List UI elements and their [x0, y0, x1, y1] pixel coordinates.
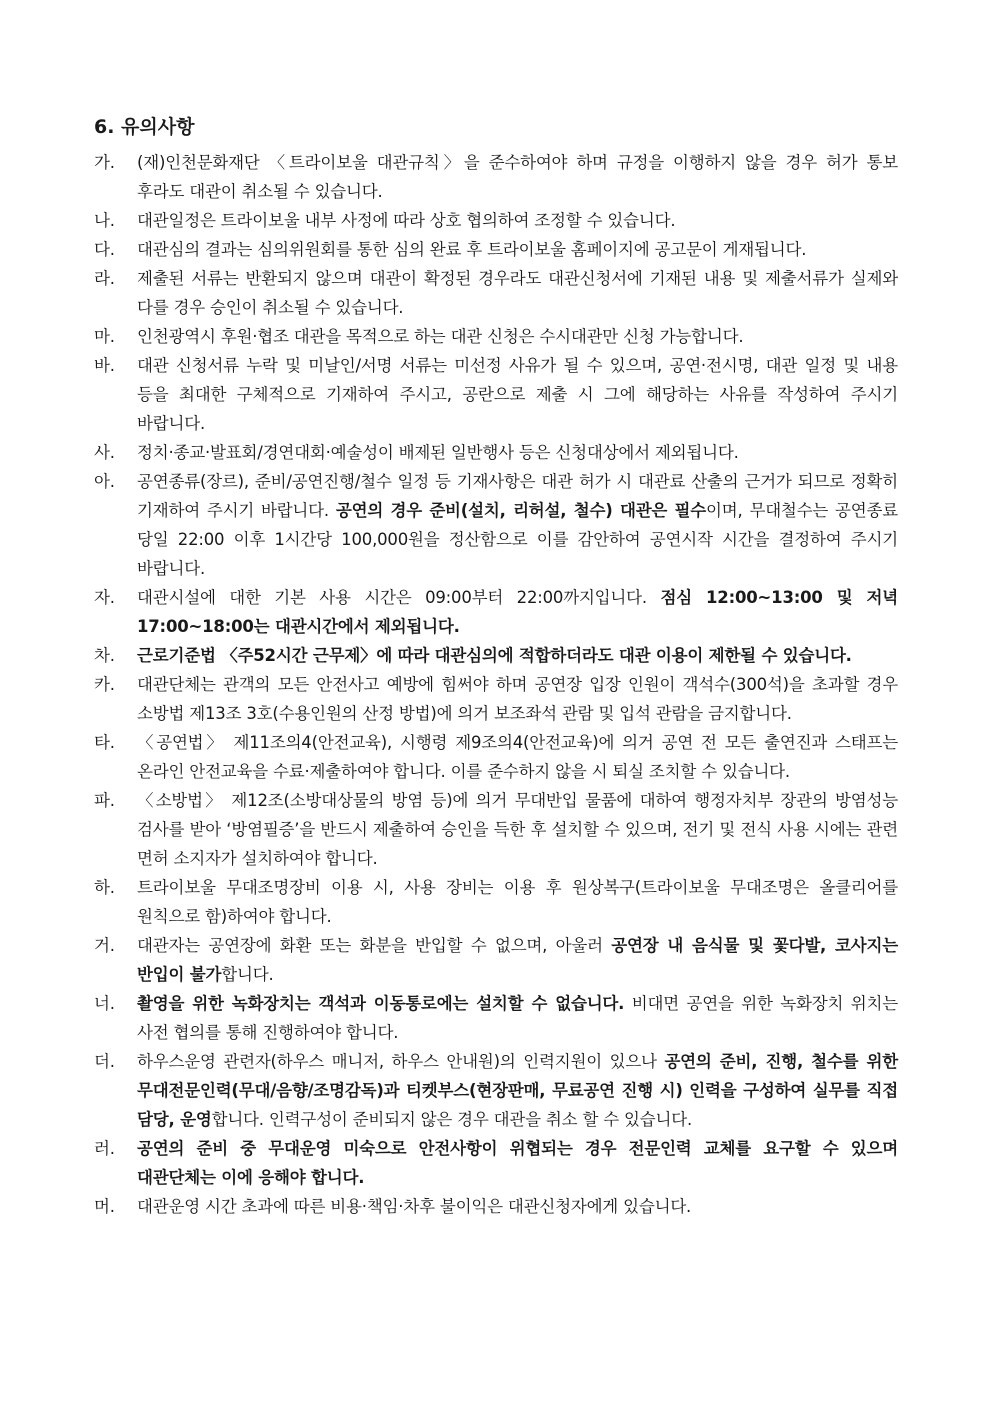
body-text: 인천광역시 후원·협조 대관을 목적으로 하는 대관 신청은 수시대관만 신청 가능합니다.	[137, 327, 744, 346]
list-item-marker: 차.	[94, 646, 115, 665]
list-item	[94, 1047, 898, 1134]
list-item	[94, 351, 898, 438]
list-item-marker: 바.	[94, 356, 115, 375]
list-item-text	[137, 931, 898, 989]
body-text: 이며, 무대철수는 공연종료 당일 22:00 이후 1시간당 100,000원을 정산함으로 이를 감안하여 공연시작 시간을 결정하여 주시기 바랍니다.	[137, 501, 898, 578]
list-item-marker: 사.	[94, 443, 115, 462]
list-item-text	[137, 206, 898, 235]
list-item-marker: 자.	[94, 588, 115, 607]
list-item-marker: 마.	[94, 327, 115, 346]
list-item-marker: 머.	[94, 1197, 115, 1216]
list-item-text	[137, 467, 898, 583]
list-item-text	[137, 235, 898, 264]
list-item-text	[137, 322, 898, 351]
list-item-text	[137, 1134, 898, 1192]
list-item	[94, 989, 898, 1047]
list-item-text	[137, 989, 898, 1047]
list-item-marker: 러.	[94, 1139, 115, 1158]
emphasis-text: 공연의 경우 준비(설치, 리허설, 철수) 대관은 필수	[335, 501, 707, 520]
emphasis-text: 점심 12:00~13:00 및 저녁 17:00~18:00는 대관시간에서 제외됩니다.	[137, 588, 899, 636]
body-text: 대관자는 공연장에 화환 또는 화분을 반입할 수 없으며, 아울러	[137, 936, 612, 955]
body-text: 대관시설에 대한 기본 사용 시간은 09:00부터 22:00까지입니다.	[137, 588, 661, 607]
body-text: 대관일정은 트라이보울 내부 사정에 따라 상호 협의하여 조정할 수 있습니다.	[137, 211, 676, 230]
emphasis-text: 공연의 준비 중 무대운영 미숙으로 안전사항이 위협되는 경우 전문인력 교체를 요구할 수 있으며 대관단체는 이에 응해야 합니다.	[137, 1139, 898, 1187]
list-item	[94, 931, 898, 989]
list-item-text	[137, 1047, 898, 1134]
body-text: 합니다.	[221, 965, 274, 984]
list-item-marker: 라.	[94, 269, 115, 288]
list-item	[94, 728, 898, 786]
list-item-marker: 파.	[94, 791, 115, 810]
list-item	[94, 206, 898, 235]
body-text: 하우스운영 관련자(하우스 매니저, 하우스 안내원)의 인력지원이 있으나	[137, 1052, 665, 1071]
body-text: 합니다. 인력구성이 준비되지 않은 경우 대관을 취소 할 수 있습니다.	[211, 1110, 693, 1129]
body-text: 트라이보울 무대조명장비 이용 시, 사용 장비는 이용 후 원상복구(트라이보울 무대조명은 올클리어를 원칙으로 함)하여야 합니다.	[137, 878, 898, 926]
body-text: 대관심의 결과는 심의위원회를 통한 심의 완료 후 트라이보울 홈페이지에 공고문이 게재됩니다.	[137, 240, 807, 259]
body-text: 공연종류(장르), 준비/공연진행/철수 일정 등 기재사항은 대관 허가 시 대관료 산출의 근거가 되므로 정확히 기재하여 주시기 바랍니다.	[137, 472, 898, 520]
list-item	[94, 322, 898, 351]
emphasis-text: 공연의 준비, 진행, 철수를 위한 무대전문인력(무대/음향/조명감독)과 티켓부스(현장판매, 무료공연 진행 시) 인력을 구성하여 실무를 직접 담당, 운영	[137, 1052, 898, 1129]
list-item	[94, 438, 898, 467]
notice-list	[94, 148, 898, 1221]
list-item	[94, 786, 898, 873]
emphasis-text: 공연장 내 음식물 및 꽃다발, 코사지는 반입이 불가	[137, 936, 898, 984]
list-item	[94, 467, 898, 583]
list-item	[94, 264, 898, 322]
list-item-text	[137, 583, 898, 641]
list-item-marker: 너.	[94, 994, 115, 1013]
emphasis-text: 근로기준법 〈주52시간 근무제〉에 따라 대관심의에 적합하더라도 대관 이용이 제한될 수 있습니다.	[137, 646, 852, 665]
list-item-marker: 타.	[94, 733, 115, 752]
body-text: 대관 신청서류 누락 및 미날인/서명 서류는 미선정 사유가 될 수 있으며, 공연·전시명, 대관 일정 및 내용 등을 최대한 구체적으로 기재하여 주시고, 공란으로 제출 시 그에 해당하는 사유를 작성하여 주시기 바랍니다.	[137, 356, 898, 433]
list-item-marker: 카.	[94, 675, 115, 694]
list-item-marker: 더.	[94, 1052, 115, 1071]
list-item	[94, 873, 898, 931]
list-item	[94, 1192, 898, 1221]
list-item-marker: 나.	[94, 211, 115, 230]
body-text: 정치·종교·발표회/경연대회·예술성이 배제된 일반행사 등은 신청대상에서 제외됩니다.	[137, 443, 739, 462]
list-item-text	[137, 786, 898, 873]
list-item	[94, 583, 898, 641]
list-item	[94, 235, 898, 264]
body-text: 〈소방법〉 제12조(소방대상물의 방염 등)에 의거 무대반입 물품에 대하여 행정자치부 장관의 방염성능 검사를 받아 ‘방염필증’을 반드시 제출하여 승인을 득한 후 설치할 수 있으며, 전기 및 전식 사용 시에는 관련 면허 소지자가 설치하여야 합니다.	[137, 791, 898, 868]
body-text: 비대면 공연을 위한 녹화장치 위치는 사전 협의를 통해 진행하여야 합니다.	[137, 994, 898, 1042]
list-item	[94, 1134, 898, 1192]
list-item-text	[137, 351, 898, 438]
list-item-text	[137, 438, 898, 467]
list-item-text	[137, 670, 898, 728]
list-item-marker: 하.	[94, 878, 115, 897]
list-item-text	[137, 728, 898, 786]
body-text: (재)인천문화재단 〈트라이보울 대관규칙〉을 준수하여야 하며 규정을 이행하지 않을 경우 허가 통보 후라도 대관이 취소될 수 있습니다.	[137, 153, 898, 201]
body-text: 〈공연법〉 제11조의4(안전교육), 시행령 제9조의4(안전교육)에 의거 공연 전 모든 출연진과 스태프는 온라인 안전교육을 수료·제출하여야 합니다. 이를 준수하지 않을 시 퇴실 조치할 수 있습니다.	[137, 733, 898, 781]
list-item-marker: 다.	[94, 240, 115, 259]
emphasis-text: 촬영을 위한 녹화장치는 객석과 이동통로에는 설치할 수 없습니다.	[137, 994, 625, 1013]
list-item-text	[137, 264, 898, 322]
list-item	[94, 670, 898, 728]
body-text: 대관단체는 관객의 모든 안전사고 예방에 힘써야 하며 공연장 입장 인원이 객석수(300석)을 초과할 경우 소방법 제13조 3호(수용인원의 산정 방법)에 의거 보조좌석 관람 및 입석 관람을 금지합니다.	[137, 675, 898, 723]
list-item-marker: 가.	[94, 153, 115, 172]
body-text: 대관운영 시간 초과에 따른 비용·책임·차후 불이익은 대관신청자에게 있습니다.	[137, 1197, 692, 1216]
list-item	[94, 148, 898, 206]
list-item-text	[137, 641, 898, 670]
list-item	[94, 641, 898, 670]
list-item-text	[137, 873, 898, 931]
list-item-text	[137, 1192, 898, 1221]
body-text: 제출된 서류는 반환되지 않으며 대관이 확정된 경우라도 대관신청서에 기재된 내용 및 제출서류가 실제와 다를 경우 승인이 취소될 수 있습니다.	[137, 269, 898, 317]
list-item-text	[137, 148, 898, 206]
list-item-marker: 아.	[94, 472, 115, 491]
section-title: 6. 유의사항	[94, 116, 195, 138]
list-item-marker: 거.	[94, 936, 115, 955]
